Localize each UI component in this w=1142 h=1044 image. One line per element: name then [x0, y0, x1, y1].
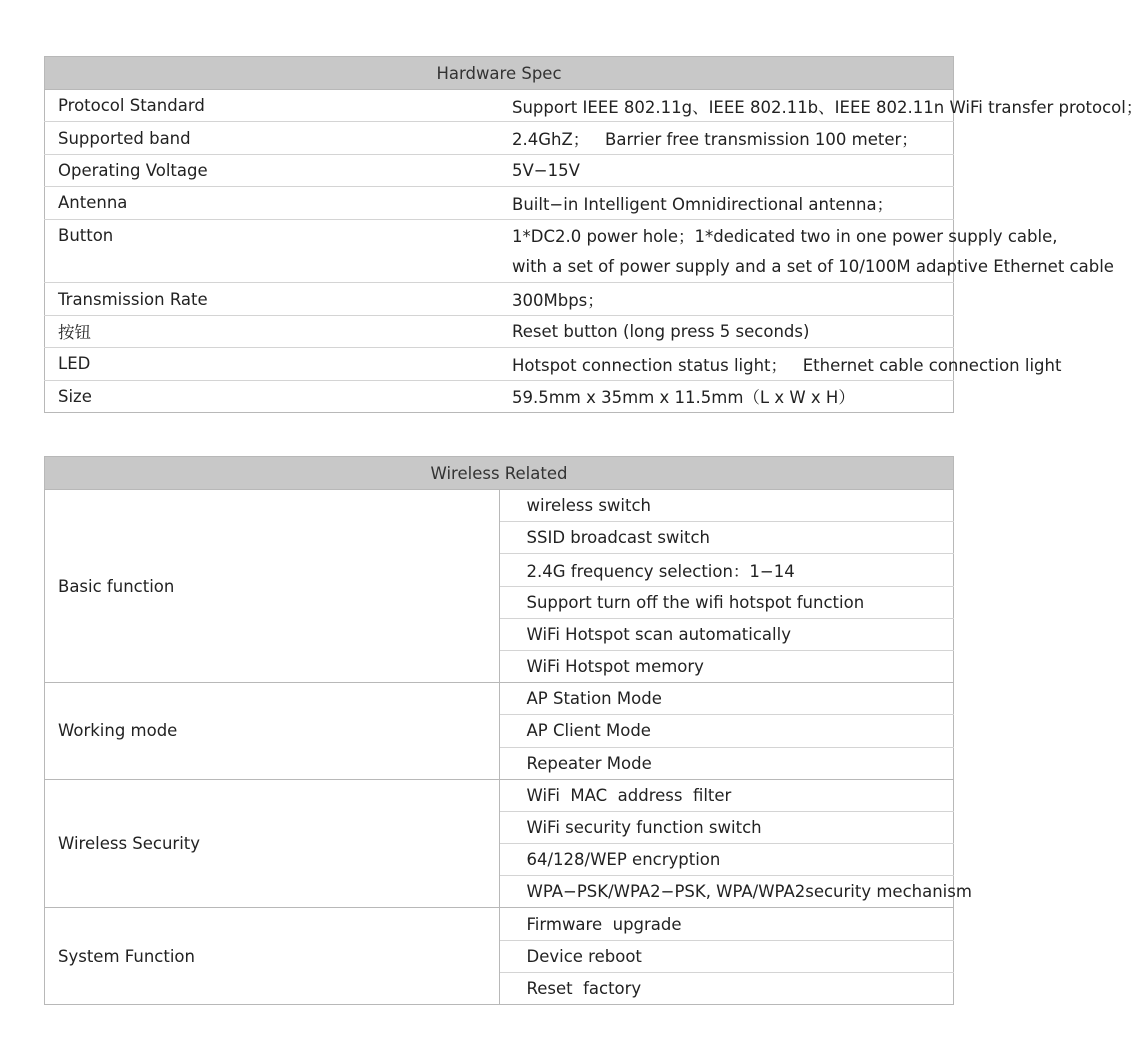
feature-row: [45, 908, 954, 940]
spec-label: Size: [45, 380, 500, 412]
feature-item: wireless switch: [499, 490, 954, 522]
wireless-header-row: [45, 457, 954, 490]
spec-value: Built−in Intelligent Omnidirectional antenna；: [499, 187, 954, 219]
spec-row: [45, 90, 954, 122]
feature-item: WiFi Hotspot scan automatically: [499, 618, 954, 650]
feature-item: Reset factory: [499, 972, 954, 1004]
feature-item: WiFi MAC address filter: [499, 779, 954, 811]
feature-item: Repeater Mode: [499, 747, 954, 779]
group-label-wireless-security: Wireless Security: [45, 779, 500, 908]
feature-row: [45, 779, 954, 811]
feature-item: 2.4G frequency selection：1−14: [499, 554, 954, 586]
spec-label: [45, 251, 500, 283]
spec-row: [45, 380, 954, 412]
group-label-system-function: System Function: [45, 908, 500, 1005]
feature-item: 64/128/WEP encryption: [499, 844, 954, 876]
feature-item: WiFi security function switch: [499, 811, 954, 843]
spec-row: [45, 315, 954, 347]
spec-label: Supported band: [45, 122, 500, 154]
spec-value: Support IEEE 802.11g、IEEE 802.11b、IEEE 802.11n WiFi transfer protocol；: [499, 90, 954, 122]
feature-item: WPA−PSK/WPA2−PSK, WPA/WPA2security mechanism: [499, 876, 954, 908]
spec-label: Button: [58, 225, 114, 245]
feature-row: [45, 490, 954, 522]
spec-value: Reset button (long press 5 seconds): [499, 315, 954, 347]
hardware-header-row: [45, 57, 954, 90]
spec-row: [45, 283, 954, 315]
spec-label: 按钮: [45, 315, 500, 347]
spec-label: Antenna: [45, 187, 500, 219]
feature-item: AP Client Mode: [499, 715, 954, 747]
feature-item: WiFi Hotspot memory: [499, 650, 954, 682]
spec-value: Hotspot connection status light； Ethernet cable connection light: [499, 348, 954, 380]
group-label-working-mode: Working mode: [45, 683, 500, 780]
group-label-basic-function: Basic function: [45, 490, 500, 683]
spec-label: Transmission Rate: [45, 283, 500, 315]
wireless-title: Wireless Related: [45, 457, 954, 490]
spec-label: Operating Voltage: [45, 154, 500, 186]
hardware-spec-table: [44, 56, 1142, 413]
spec-value: 5V−15V: [499, 154, 954, 186]
spec-row: [45, 251, 954, 283]
spec-value: 300Mbps；: [499, 283, 954, 315]
spec-label: Protocol Standard: [45, 90, 500, 122]
feature-row: [45, 683, 954, 715]
feature-item: Firmware upgrade: [499, 908, 954, 940]
spec-value: with a set of power supply and a set of 10/100M adaptive Ethernet cable: [499, 251, 954, 283]
spec-row: [45, 348, 954, 380]
spec-label: LED: [45, 348, 500, 380]
feature-item: SSID broadcast switch: [499, 522, 954, 554]
feature-item: Support turn off the wifi hotspot function: [499, 586, 954, 618]
spec-value: 1*DC2.0 power hole；1*dedicated two in one power supply cable,: [512, 227, 1058, 247]
feature-item: AP Station Mode: [499, 683, 954, 715]
hardware-title: Hardware Spec: [45, 57, 954, 90]
spec-row: [45, 154, 954, 186]
spec-row: [45, 187, 954, 219]
spec-row: [45, 219, 954, 251]
feature-item: Device reboot: [499, 940, 954, 972]
wireless-related-table: [44, 456, 972, 1005]
spec-value: 2.4GhZ； Barrier free transmission 100 meter；: [499, 122, 954, 154]
spec-value: 59.5mm x 35mm x 11.5mm（L x W x H）: [499, 380, 954, 412]
spec-row: [45, 122, 954, 154]
